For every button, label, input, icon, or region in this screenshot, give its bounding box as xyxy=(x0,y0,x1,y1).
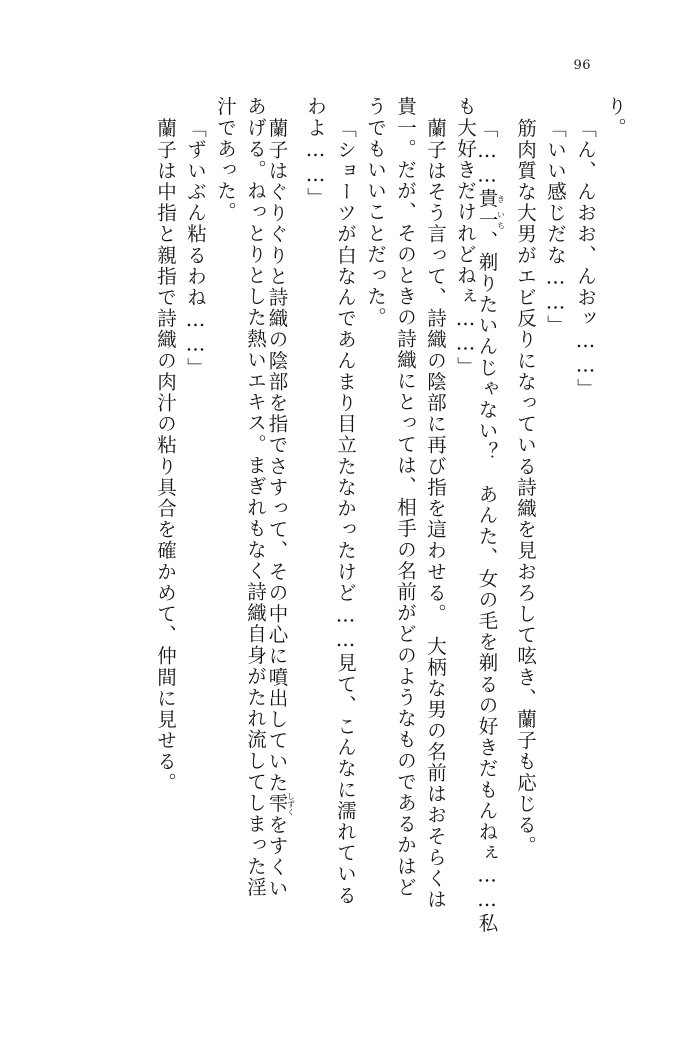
text-column: 「ショーツが白なんであんまり目立たなかったけど……見て、こんなに濡れている xyxy=(334,118,357,906)
text-column: 「……貴き一いち、剃りたいんじゃない？ あんた、女の毛を剃るの好きだもんねぇ……私 xyxy=(475,118,506,934)
ruby-shizuku: 雫しずく xyxy=(265,791,296,816)
text-column: 汁であった。 xyxy=(214,96,237,223)
text-column: 貴一。だが、そのときの詩織にとっては、相手の名前がどのようなものであるかはど xyxy=(394,96,417,898)
text-column: 筋肉質な大男がエビ反りになっている詩織を見おろして呟き、蘭子も応じる。 xyxy=(514,118,537,857)
text-column: 「いい感じだな……」 xyxy=(544,118,567,336)
text-column: 蘭子はぐりぐりと詩織の陰部を指でさすって、その中心に噴出していた雫しずくをすくい xyxy=(265,118,296,899)
vertical-text-block xyxy=(45,96,627,934)
text-column: り。 xyxy=(604,96,627,139)
text-column: も大好きだけれどねぇ……」 xyxy=(454,96,477,378)
text-column: 蘭子は中指と親指で詩織の肉汁の粘り具合を確かめて、仲間に見せる。 xyxy=(154,118,177,794)
text-column: うでもいいことだった。 xyxy=(364,96,387,329)
text-column: 「ずいぶん粘るわね……」 xyxy=(184,118,207,379)
page-number: 96 xyxy=(573,58,591,73)
text-column: 「ん、んおお、んおッ……」 xyxy=(574,118,597,400)
text-column: あげる。ねっとりとした熱いエキス。まぎれもなく詩織自身がたれ流してしまった淫 xyxy=(244,96,267,898)
ruby-kiichi: 貴き一いち xyxy=(475,188,506,231)
text-column: わよ……」 xyxy=(304,96,327,209)
text-column: 蘭子はそう言って、詩織の陰部に再び指を這わせる。 大柄な男の名前はおそらくは xyxy=(424,118,447,911)
